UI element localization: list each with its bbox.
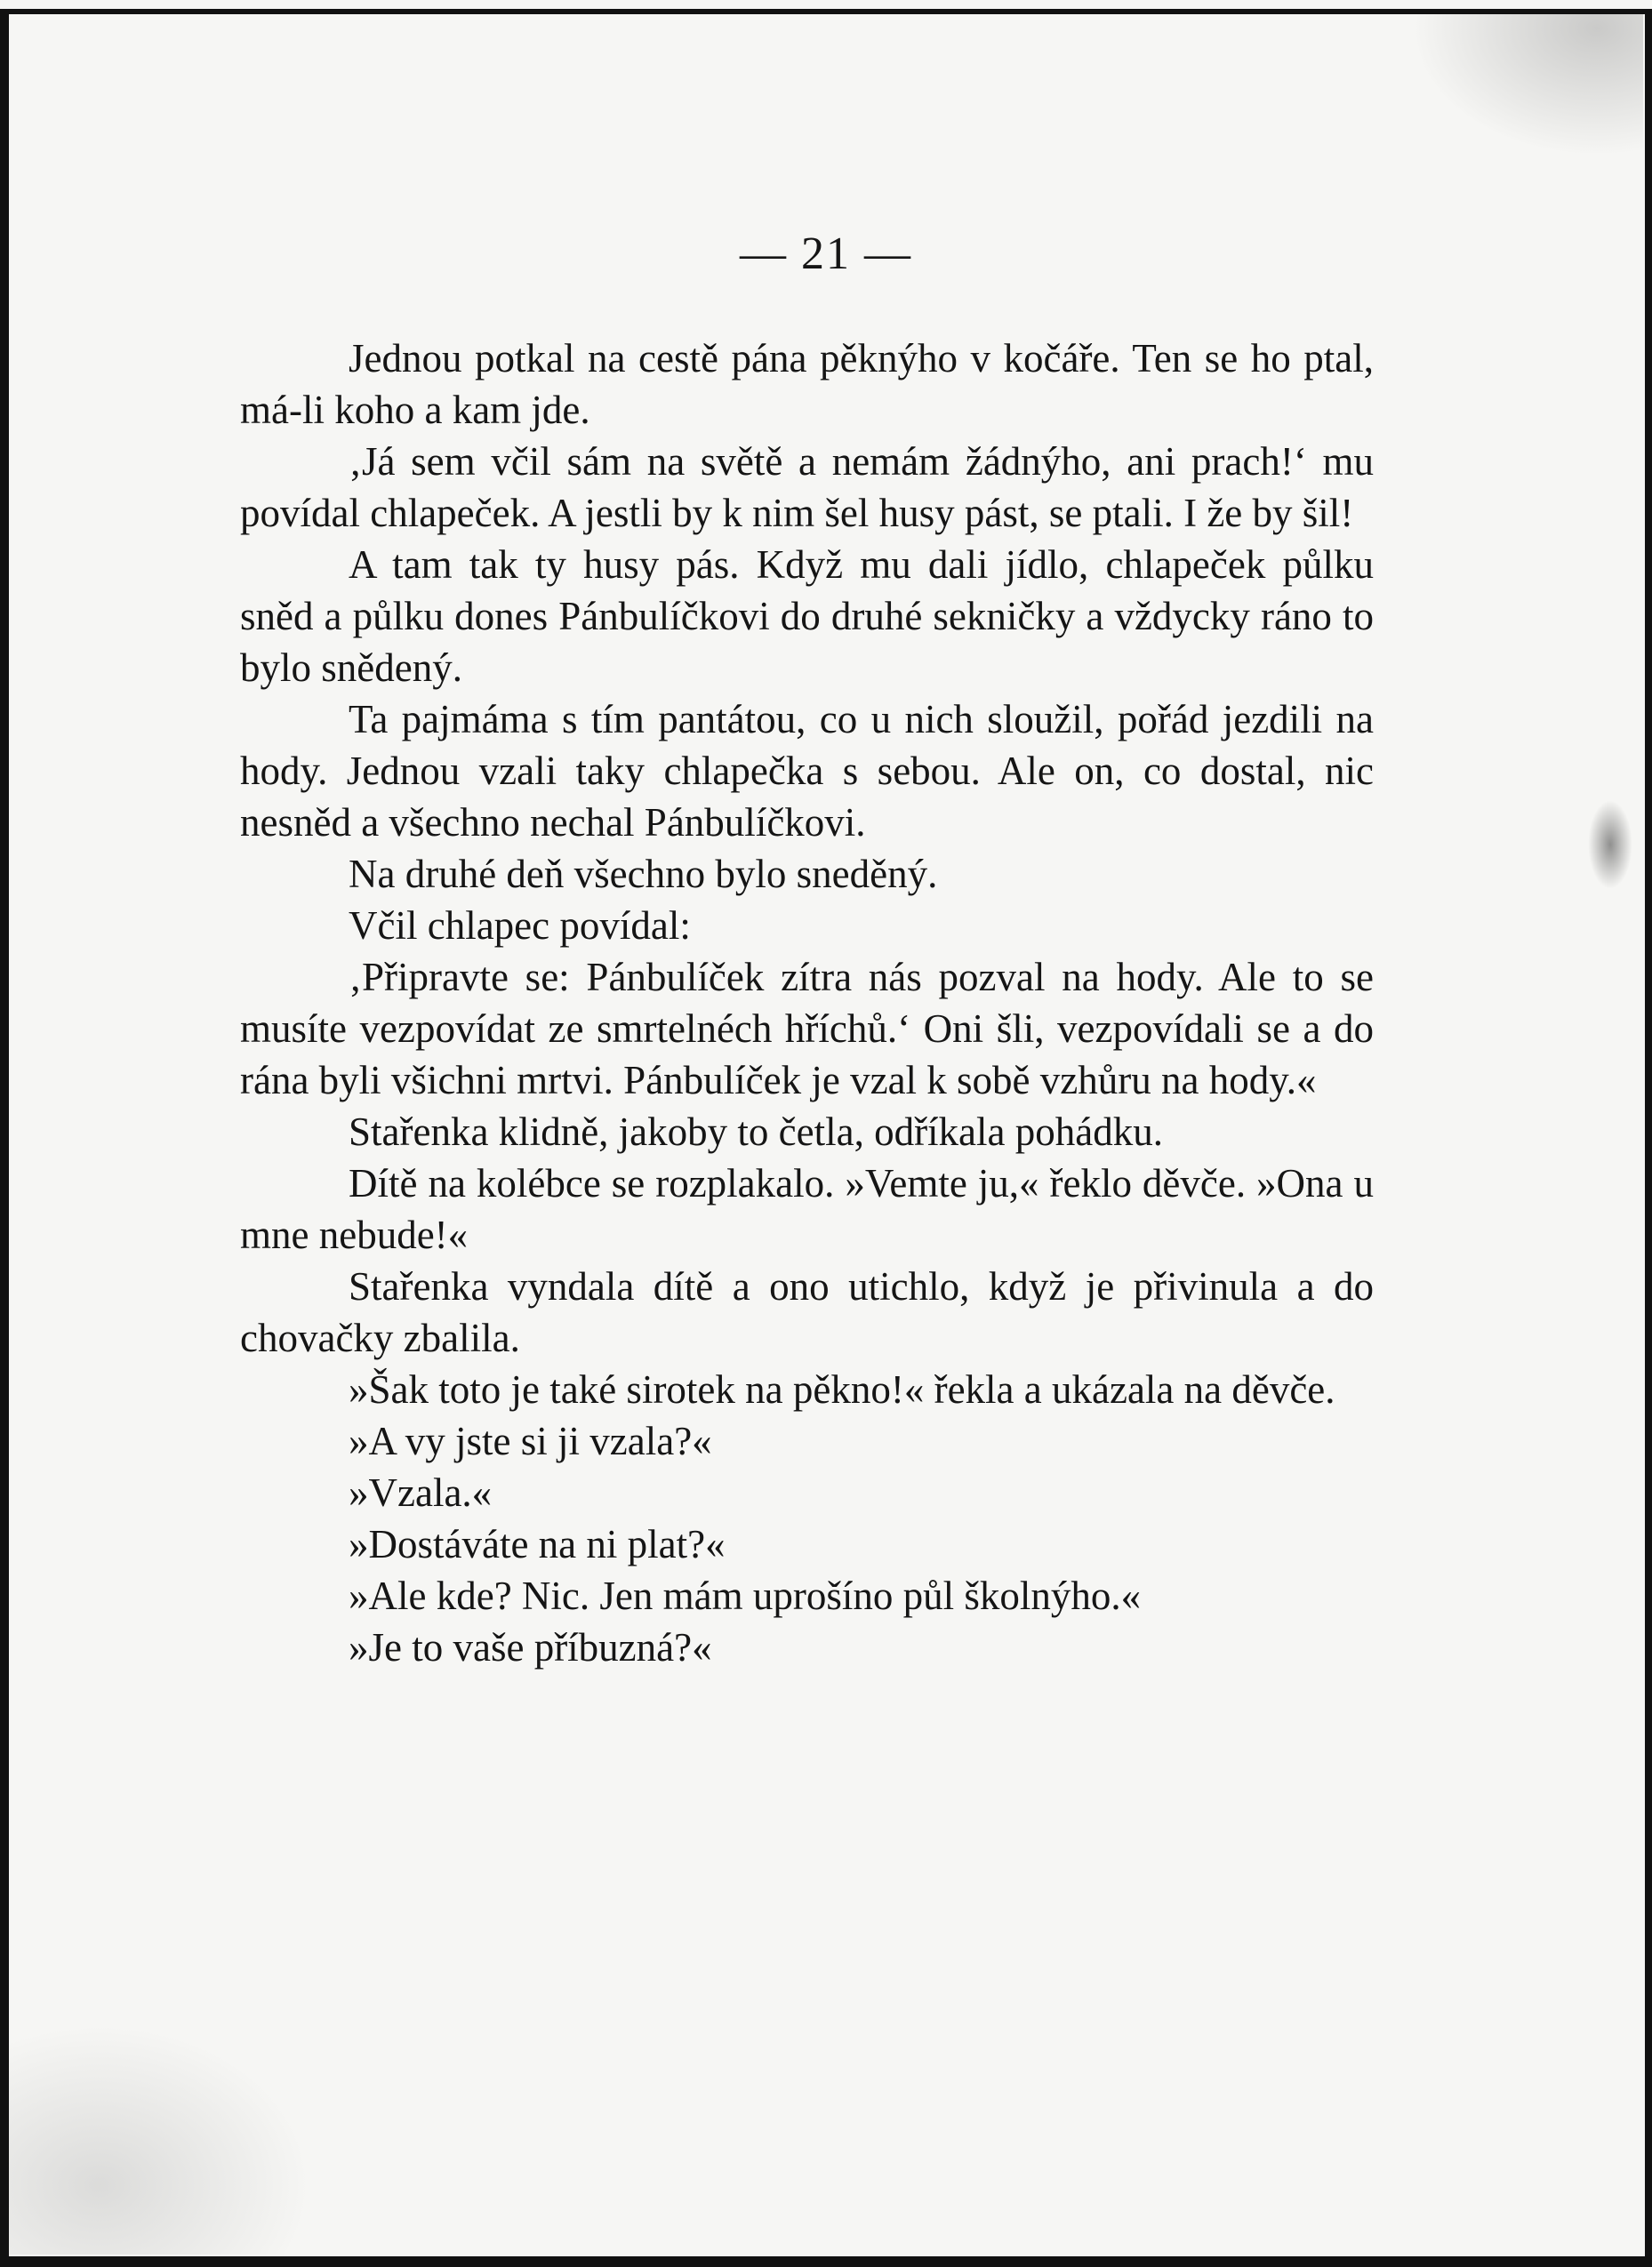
paragraph: Ta pajmáma s tím pantátou, co u nich sloužil, pořád jezdili na hody. Jednou vzali taky chlapečka s sebou. Ale on, co dostal, nic nesněd a všechno nechal Pánbulíčkovi.	[240, 697, 1374, 845]
paragraph: Stařenka vyndala dítě a ono utichlo, když je přivinula a do chovačky zbalila.	[240, 1264, 1374, 1360]
paragraph: »Dostáváte na ni plat?«	[349, 1522, 726, 1566]
paragraph: »Vzala.«	[349, 1470, 493, 1515]
scan-border-right	[1645, 9, 1652, 2258]
body-text	[240, 332, 1374, 1673]
ink-blot	[1588, 800, 1632, 889]
scan-border-bottom	[0, 2256, 1652, 2267]
paragraph: Včil chlapec povídal:	[349, 903, 691, 948]
paragraph: Na druhé deň všechno bylo sneděný.	[349, 852, 938, 896]
corner-stain	[1412, 14, 1643, 156]
paper-stain	[9, 2023, 311, 2255]
page-number: — 21 —	[740, 228, 912, 279]
scan-border-top	[7, 9, 1645, 14]
paragraph: »Je to vaše příbuzná?«	[349, 1625, 712, 1670]
paragraph: A tam tak ty husy pás. Když mu dali jídlo, chlapeček půlku sněd a půlku dones Pánbulíčkovi do druhé sekničky a vždycky ráno to bylo snědený.	[240, 542, 1374, 690]
paragraph: »Šak toto je také sirotek na pěkno!« řekla a ukázala na děvče.	[349, 1367, 1335, 1412]
paragraph: Dítě na kolébce se rozplakalo. »Vemte ju,« řeklo děvče. »Ona u mne nebude!«	[240, 1161, 1374, 1257]
paragraph: Jednou potkal na cestě pána pěknýho v kočáře. Ten se ho ptal, má-li koho a kam jde.	[240, 336, 1374, 432]
paragraph: ‚Připravte se: Pánbulíček zítra nás pozval na hody. Ale to se musíte vezpovídat ze smrtelnéch hříchů.‘ Oni šli, vezpovídali se a do rána byli všichni mrtvi. Pánbulíček je vzal k sobě vzhůru na hody.«	[240, 955, 1374, 1102]
paragraph: »Ale kde? Nic. Jen mám uprošíno půl školnýho.«	[349, 1574, 1142, 1618]
paragraph: Stařenka klidně, jakoby to četla, odříkala pohádku.	[349, 1109, 1163, 1154]
paragraph: »A vy jste si ji vzala?«	[349, 1419, 712, 1463]
paragraph: ‚Já sem včil sám na světě a nemám žádnýho, ani prach!‘ mu povídal chlapeček. A jestli by k nim šel husy pást, se ptali. I že by šil!	[240, 439, 1374, 535]
scan-border-left	[0, 9, 9, 2258]
